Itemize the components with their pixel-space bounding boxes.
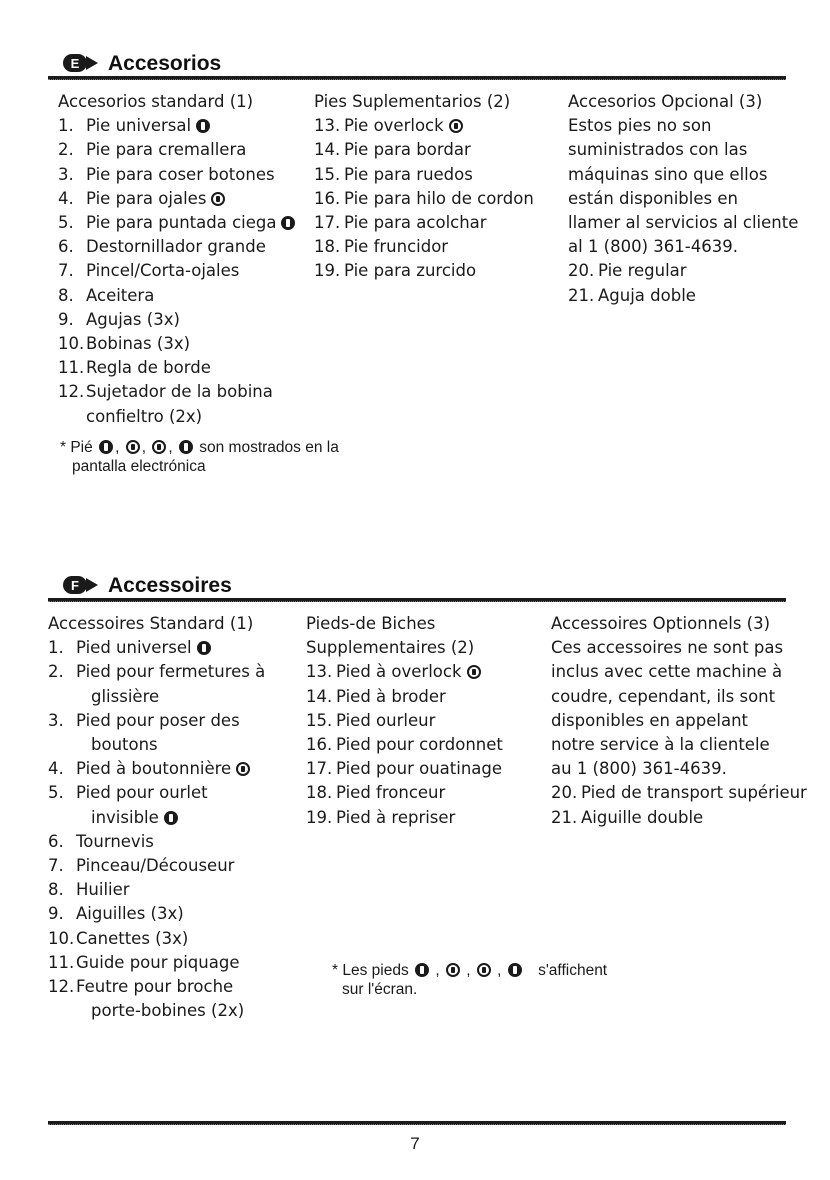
- list-item: 16. Pie para hilo de cordon: [314, 188, 534, 208]
- spanish-badge-letter: E: [70, 56, 80, 71]
- list-item: porte-bobines (2x): [91, 1001, 245, 1021]
- foot-d-icon: [211, 192, 225, 206]
- list-item: 1. Pied universel: [48, 636, 265, 660]
- paragraph-line: al 1 (800) 361-4639.: [568, 237, 738, 257]
- list-item: 14. Pied à broder: [306, 686, 446, 706]
- list-item: 9. Agujas (3x): [58, 309, 180, 329]
- list-item: 20. Pied de transport supérieur: [551, 783, 807, 803]
- footnote-prefix: * Pié: [60, 439, 93, 456]
- spanish-section-header: [62, 50, 221, 76]
- footnote-line-2: pantalla electrónica: [72, 458, 206, 475]
- list-item: 17. Pied pour ouatinage: [306, 759, 503, 779]
- french-optional-column: [551, 612, 807, 830]
- french-optional-heading: Accessoires Optionnels (3): [551, 614, 771, 633]
- list-item: 19. Pied à repriser: [306, 807, 456, 827]
- list-item: 1. Pie universal: [58, 114, 295, 138]
- footer-rule: [48, 1121, 786, 1125]
- french-supplementary-column: [306, 612, 503, 830]
- foot-g-icon: [467, 665, 481, 679]
- list-item: glissière: [91, 686, 160, 706]
- list-item: 11. Regla de borde: [58, 358, 211, 378]
- foot-g-icon: [477, 963, 491, 977]
- spanish-supplementary-heading: Pies Suplementarios (2): [314, 92, 511, 111]
- french-standard-column: [48, 612, 265, 1023]
- list-item: 7. Pincel/Corta-ojales: [58, 261, 240, 281]
- paragraph-line: llamer al servicios al cliente: [568, 213, 799, 233]
- list-item: 8. Huilier: [48, 880, 130, 900]
- list-item: 4. Pied à boutonnière: [48, 757, 265, 781]
- list-item: 12. Sujetador de la bobina: [58, 382, 273, 402]
- footnote-suffix: son mostrados en la: [199, 439, 339, 456]
- list-item: 2. Pie para cremallera: [58, 140, 247, 160]
- paragraph-line: coudre, cependant, ils sont: [551, 686, 776, 706]
- page-number: 7: [410, 1134, 420, 1153]
- foot-b-icon: [179, 440, 193, 454]
- list-item: 14. Pie para bordar: [314, 140, 471, 160]
- paragraph-line: máquinas sino que ellos: [568, 164, 768, 184]
- list-item: 18. Pie fruncidor: [314, 237, 449, 257]
- list-item: 13. Pied à overlock: [306, 660, 503, 684]
- spanish-optional-column: [568, 90, 798, 308]
- paragraph-line: au 1 (800) 361-4639.: [551, 759, 727, 779]
- list-item: invisible: [48, 806, 265, 830]
- list-item: 13. Pie overlock: [314, 114, 534, 138]
- list-item-continuation: confieltro (2x): [86, 406, 203, 426]
- spanish-section-title: Accesorios: [108, 52, 222, 75]
- list-item: 8. Aceitera: [58, 285, 155, 305]
- foot-b-icon: [508, 963, 522, 977]
- foot-j-icon: [197, 641, 211, 655]
- paragraph-line: suministrados con las: [568, 140, 748, 160]
- spanish-standard-heading: Accesorios standard (1): [58, 92, 254, 111]
- paragraph-line: disponibles en appelant: [551, 710, 749, 730]
- footnote-suffix: s'affichent: [538, 962, 608, 979]
- spanish-badge-icon: [62, 53, 100, 73]
- spanish-header-rule: [48, 76, 786, 80]
- spanish-footnote: * Pié , , , son mostrados en la pantalla electrónica: [60, 439, 339, 475]
- foot-g-icon: [449, 119, 463, 133]
- spanish-standard-column: [58, 90, 295, 429]
- foot-b-icon: [281, 216, 295, 230]
- spanish-optional-heading: Accesorios Opcional (3): [568, 92, 763, 111]
- french-badge-icon: [62, 575, 100, 595]
- list-item: 12. Feutre pour broche: [48, 977, 234, 997]
- footnote-prefix: * Les pieds: [332, 962, 409, 979]
- list-item: 9. Aiguilles (3x): [48, 904, 184, 924]
- list-item: 10. Canettes (3x): [48, 928, 189, 948]
- foot-j-icon: [99, 440, 113, 454]
- list-item: 6. Destornillador grande: [58, 237, 266, 257]
- french-supplementary-heading: Pieds-de Biches: [306, 614, 436, 633]
- list-item: 11. Guide pour piquage: [48, 952, 240, 972]
- list-item: 7. Pinceau/Découseur: [48, 856, 235, 876]
- list-item: 5. Pied pour ourlet: [48, 783, 208, 803]
- list-item: 18. Pied fronceur: [306, 783, 446, 803]
- spanish-supplementary-column: [314, 90, 534, 284]
- french-standard-heading: Accessoires Standard (1): [48, 614, 254, 633]
- footnote-line-2: sur l'écran.: [342, 981, 418, 998]
- list-item: 6. Tournevis: [48, 831, 154, 851]
- foot-j-icon: [196, 119, 210, 133]
- list-item: 21. Aguja doble: [568, 285, 696, 305]
- list-item: 15. Pie para ruedos: [314, 164, 473, 184]
- list-item: boutons: [91, 735, 158, 755]
- list-item: 17. Pie para acolchar: [314, 213, 487, 233]
- french-supplementary-heading-2: Supplementaires (2): [306, 638, 475, 658]
- foot-d-icon: [236, 762, 250, 776]
- french-badge-letter: F: [71, 578, 79, 593]
- foot-b-icon: [164, 811, 178, 825]
- paragraph-line: notre service à la clientele: [551, 735, 770, 755]
- list-item: 4. Pie para ojales: [58, 187, 295, 211]
- french-header-rule: [48, 598, 786, 602]
- paragraph-line: están disponibles en: [568, 188, 738, 208]
- paragraph-line: Ces accessoires ne sont pas: [551, 638, 784, 658]
- list-item: 20. Pie regular: [568, 261, 687, 281]
- list-item: 21. Aiguille double: [551, 807, 704, 827]
- foot-j-icon: [415, 963, 429, 977]
- list-item: 19. Pie para zurcido: [314, 261, 477, 281]
- french-section-header: [62, 572, 232, 598]
- french-footnote: * Les pieds , , , s'affichent sur l'écran.: [332, 962, 608, 998]
- list-item: 3. Pied pour poser des: [48, 710, 240, 730]
- foot-g-icon: [152, 440, 166, 454]
- list-item: 3. Pie para coser botones: [58, 164, 275, 184]
- paragraph-line: inclus avec cette machine à: [551, 662, 783, 682]
- foot-d-icon: [126, 440, 140, 454]
- list-item: 16. Pied pour cordonnet: [306, 735, 503, 755]
- french-section-title: Accessoires: [108, 574, 232, 597]
- list-item: 5. Pie para puntada ciega: [58, 211, 295, 235]
- list-item: 15. Pied ourleur: [306, 710, 436, 730]
- list-item: 2. Pied pour fermetures à: [48, 662, 266, 682]
- list-item: 10. Bobinas (3x): [58, 334, 191, 354]
- foot-d-icon: [446, 963, 460, 977]
- paragraph-line: Estos pies no son: [568, 116, 712, 136]
